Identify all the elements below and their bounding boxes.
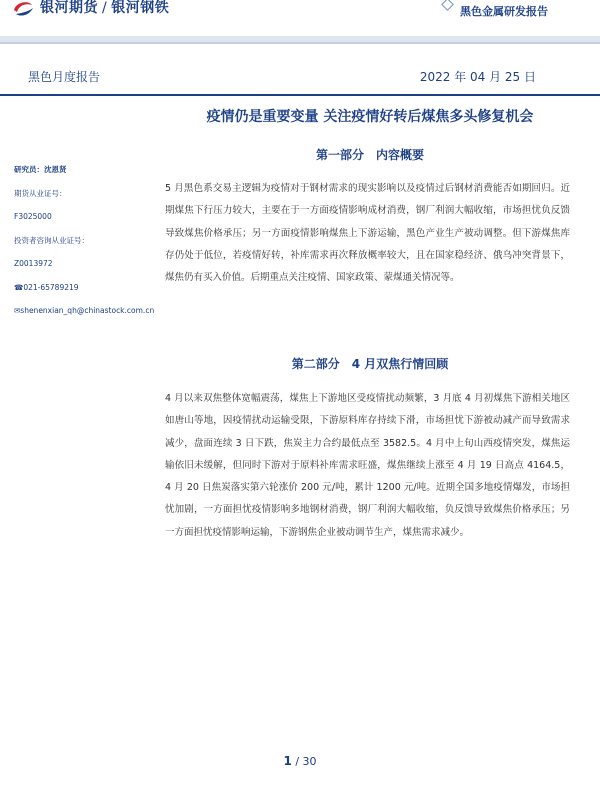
section-1-body: 5 月黑色系交易主逻辑为疫情对于钢材需求的现实影响以及疫情过后钢材消费能否如期回归。近期煤焦下行压力较大，主要在于一方面疫情影响成材消费，钢厂利润大幅收缩，市场担忧负反馈导致煤焦价格承压；另一方面疫情影响煤焦上下游运输，黑色产业生产被动调整。但下游煤焦库存仍处于低位，若疫情好转，补库需求再次释放概率较大，且在国家稳经济、俄乌冲突背景下，煤焦仍有买入价值。后期重点关注疫情、国家政策、蒙煤通关情况等。 bbox=[165, 183, 570, 284]
report-title: 疫情仍是重要变量 关注疫情好转后煤焦多头修复机会 bbox=[206, 109, 534, 125]
page-total: 30 bbox=[302, 755, 317, 768]
researcher-name: 研究员：沈恩贤 bbox=[14, 165, 67, 174]
section-2-body: 4 月以来双焦整体宽幅震荡，煤焦上下游地区受疫情扰动频繁，3 月底 4 月初煤焦下游相关地区如唐山等地，因疫情扰动运输受限，下游原料库存持续下滑，市场担忧下游被动减产而导致需求减少，盘面连续 3 日下跌，焦炭主力合约最低点至 3582.5。4 月中上旬山西疫情突发，煤焦运输依旧未缓解，但同时下游对于原料补库需求旺盛，煤焦继续上涨至 4 月 19 日高点 4164.5，4 月 20 日焦炭落实第六轮涨价 200 元/吨，累计 1200 元/吨。近期全国多地疫情爆发，市场担忧加剧，一方面担忧疫情影响多地钢材消费，钢厂利润大幅收缩，负反馈导致煤焦价格承压；另一方面担忧疫情影响运输，下游钢焦企业被动调节生产，煤焦需求减少。 bbox=[165, 393, 570, 538]
advisor-cert-number: Z0013972 bbox=[14, 259, 53, 268]
galaxy-logo-icon bbox=[12, 0, 34, 18]
advisor-cert-label: 投资者咨询从业证号： bbox=[14, 235, 89, 245]
futures-cert-number: F3025000 bbox=[14, 212, 52, 221]
diamond-icon bbox=[441, 0, 454, 11]
sub-header-divider bbox=[0, 94, 600, 96]
phone-number: ☎021-65789219 bbox=[14, 282, 79, 292]
section-1-heading: 第一部分 内容概要 bbox=[315, 148, 424, 162]
top-bar bbox=[0, 0, 600, 36]
sub-header bbox=[0, 58, 600, 92]
brand-primary: 银河期货 bbox=[40, 0, 98, 16]
brand-name bbox=[40, 0, 169, 17]
brand-separator: / bbox=[102, 0, 108, 16]
report-category: 黑色金属研发报告 bbox=[460, 5, 548, 18]
header-band-line bbox=[0, 42, 600, 44]
page-current: 1 bbox=[283, 754, 292, 768]
page-separator: / bbox=[291, 755, 303, 768]
email-address[interactable]: ✉shenenxian_qh@chinastock.com.cn bbox=[14, 306, 155, 315]
futures-cert-label: 期货从业证号： bbox=[14, 188, 67, 198]
report-date: 2022 年 04 月 25 日 bbox=[419, 70, 536, 84]
author-sidebar bbox=[14, 158, 164, 323]
report-type: 黑色月度报告 bbox=[28, 70, 101, 84]
section-2-heading: 第二部分 4 月双焦行情回顾 bbox=[291, 357, 449, 371]
page-number bbox=[0, 754, 600, 768]
brand-secondary: 银河钢铁 bbox=[111, 0, 170, 16]
